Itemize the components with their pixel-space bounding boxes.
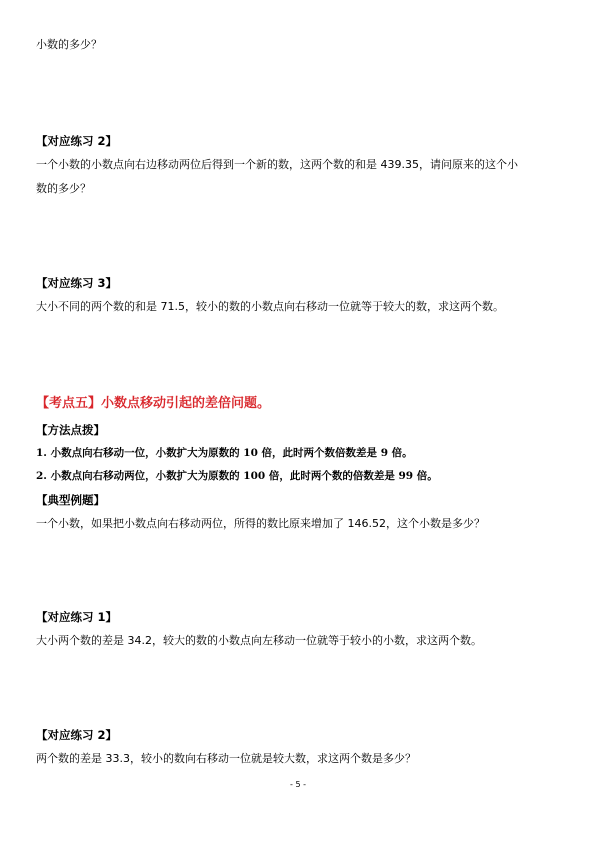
practice-3-heading: 【对应练习 3】: [36, 276, 118, 290]
practice-2-text-line2: 数的多少？: [36, 182, 91, 195]
question-continuation: 小数的多少？: [36, 38, 102, 51]
method-heading: 【方法点拨】: [36, 423, 105, 437]
practice-b1-heading: 【对应练习 1】: [36, 610, 118, 624]
method-item-1: 1. 小数点向右移动一位，小数扩大为原数的 10 倍，此时两个数倍数差是 9 倍。: [36, 447, 413, 459]
example-text: 一个小数，如果把小数点向右移动两位，所得的数比原来增加了 146.52，这个小数是多少？: [36, 517, 485, 530]
section-5-title: 【考点五】小数点移动引起的差倍问题。: [36, 396, 271, 411]
practice-b1-text: 大小两个数的差是 34.2，较大的数的小数点向左移动一位就等于较小的小数，求这两个数。: [36, 634, 482, 647]
practice-b2-heading: 【对应练习 2】: [36, 728, 118, 742]
practice-b2-text: 两个数的差是 33.3，较小的数向右移动一位就是较大数，求这两个数是多少？: [36, 752, 416, 765]
method-item-2: 2. 小数点向右移动两位，小数扩大为原数的 100 倍，此时两个数的倍数差是 99 倍。: [36, 470, 438, 482]
practice-2-heading: 【对应练习 2】: [36, 134, 118, 148]
practice-3-text: 大小不同的两个数的和是 71.5，较小的数的小数点向右移动一位就等于较大的数，求这两个数。: [36, 300, 504, 313]
page-number: - 5 -: [290, 780, 306, 789]
example-heading: 【典型例题】: [36, 493, 105, 507]
practice-2-text-line1: 一个小数的小数点向右边移动两位后得到一个新的数，这两个数的和是 439.35，请问原来的这个小: [36, 158, 518, 171]
